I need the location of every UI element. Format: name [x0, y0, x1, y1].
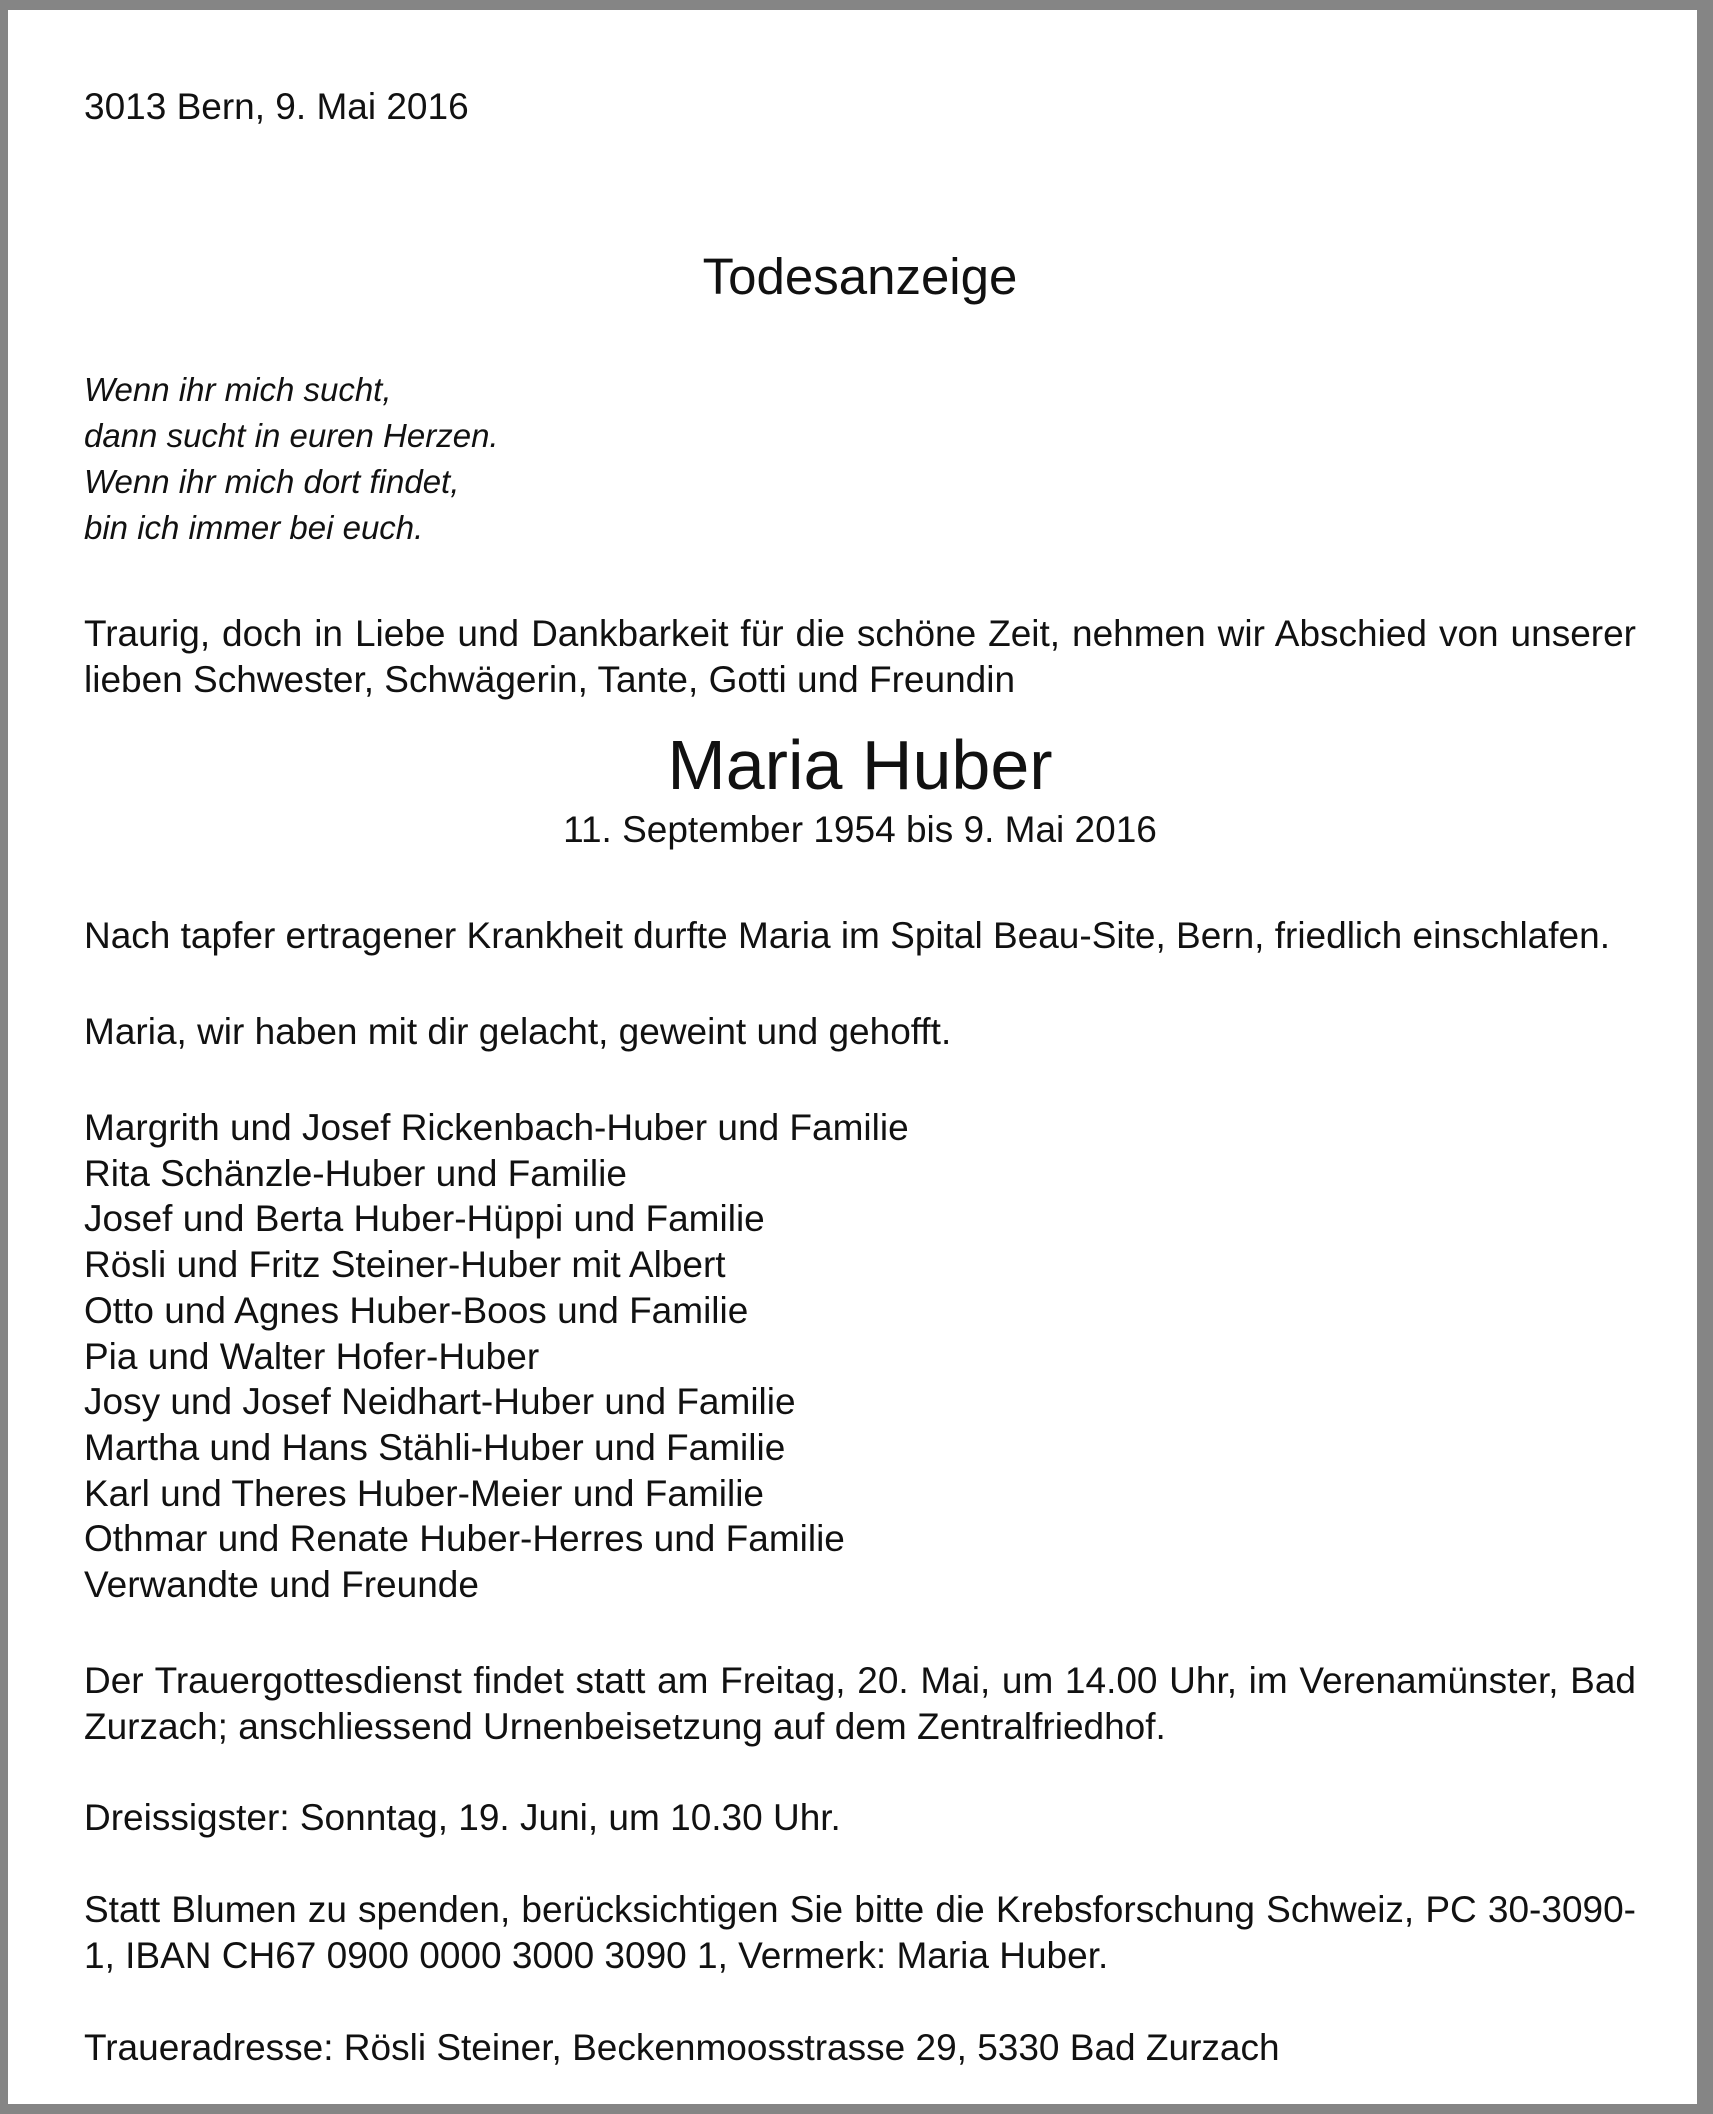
obituary-page [8, 10, 1697, 2104]
illness-paragraph: Nach tapfer ertragener Krankheit durfte Maria im Spital Beau-Site, Bern, friedlich einschlafen. [84, 915, 1610, 956]
poem-line: Wenn ihr mich sucht, [84, 371, 392, 408]
mourner-entry: Rita Schänzle-Huber und Familie [84, 1152, 627, 1194]
poem-line: dann sucht in euren Herzen. [84, 417, 499, 454]
mourners-list [84, 1105, 1636, 1608]
memory-paragraph: Maria, wir haben mit dir gelacht, geweint und gehofft. [84, 1011, 952, 1052]
intro-paragraph: Traurig, doch in Liebe und Dankbarkeit für die schöne Zeit, nehmen wir Abschied von unserer lieben Schwester, Schwägerin, Tante, Gotti und Freundin [84, 613, 1636, 700]
poem-line: bin ich immer bei euch. [84, 509, 424, 546]
mourner-entry: Othmar und Renate Huber-Herres und Familie [84, 1518, 845, 1560]
service-paragraph: Der Trauergottesdienst findet statt am Freitag, 20. Mai, um 14.00 Uhr, im Verenamünster, Bad Zurzach; anschliessend Urnenbeisetzung auf dem Zentralfriedhof. [84, 1659, 1636, 1747]
place-date: 3013 Bern, 9. Mai 2016 [84, 86, 469, 127]
mourner-entry: Verwandte und Freunde [84, 1564, 479, 1606]
mourner-entry: Josy und Josef Neidhart-Huber und Familie [84, 1381, 796, 1423]
mourning-address: Traueradresse: Rösli Steiner, Beckenmoosstrasse 29, 5330 Bad Zurzach [84, 2026, 1280, 2068]
mourner-entry: Pia und Walter Hofer-Huber [84, 1335, 540, 1377]
donation-paragraph: Statt Blumen zu spenden, berücksichtigen Sie bitte die Krebsforschung Schweiz, PC 30-3090-1, IBAN CH67 0900 0000 3000 3090 1, Vermerk: Maria Huber. [84, 1888, 1636, 1976]
mourner-entry: Otto und Agnes Huber-Boos und Familie [84, 1289, 749, 1331]
deceased-name: Maria Huber [667, 726, 1053, 804]
notice-title: Todesanzeige [702, 248, 1018, 305]
mourner-entry: Karl und Theres Huber-Meier und Familie [84, 1472, 765, 1514]
poem [84, 367, 1636, 551]
mourner-entry: Margrith und Josef Rickenbach-Huber und Familie [84, 1107, 909, 1148]
mourner-entry: Josef und Berta Huber-Hüppi und Familie [84, 1198, 765, 1240]
thirtieth-paragraph: Dreissigster: Sonntag, 19. Juni, um 10.30 Uhr. [84, 1796, 841, 1838]
obituary-content [84, 85, 1636, 2071]
mourner-entry: Rösli und Fritz Steiner-Huber mit Albert [84, 1244, 726, 1286]
deceased-lifespan: 11. September 1954 bis 9. Mai 2016 [563, 809, 1157, 850]
mourner-entry: Martha und Hans Stähli-Huber und Familie [84, 1426, 786, 1468]
poem-line: Wenn ihr mich dort findet, [84, 463, 460, 500]
